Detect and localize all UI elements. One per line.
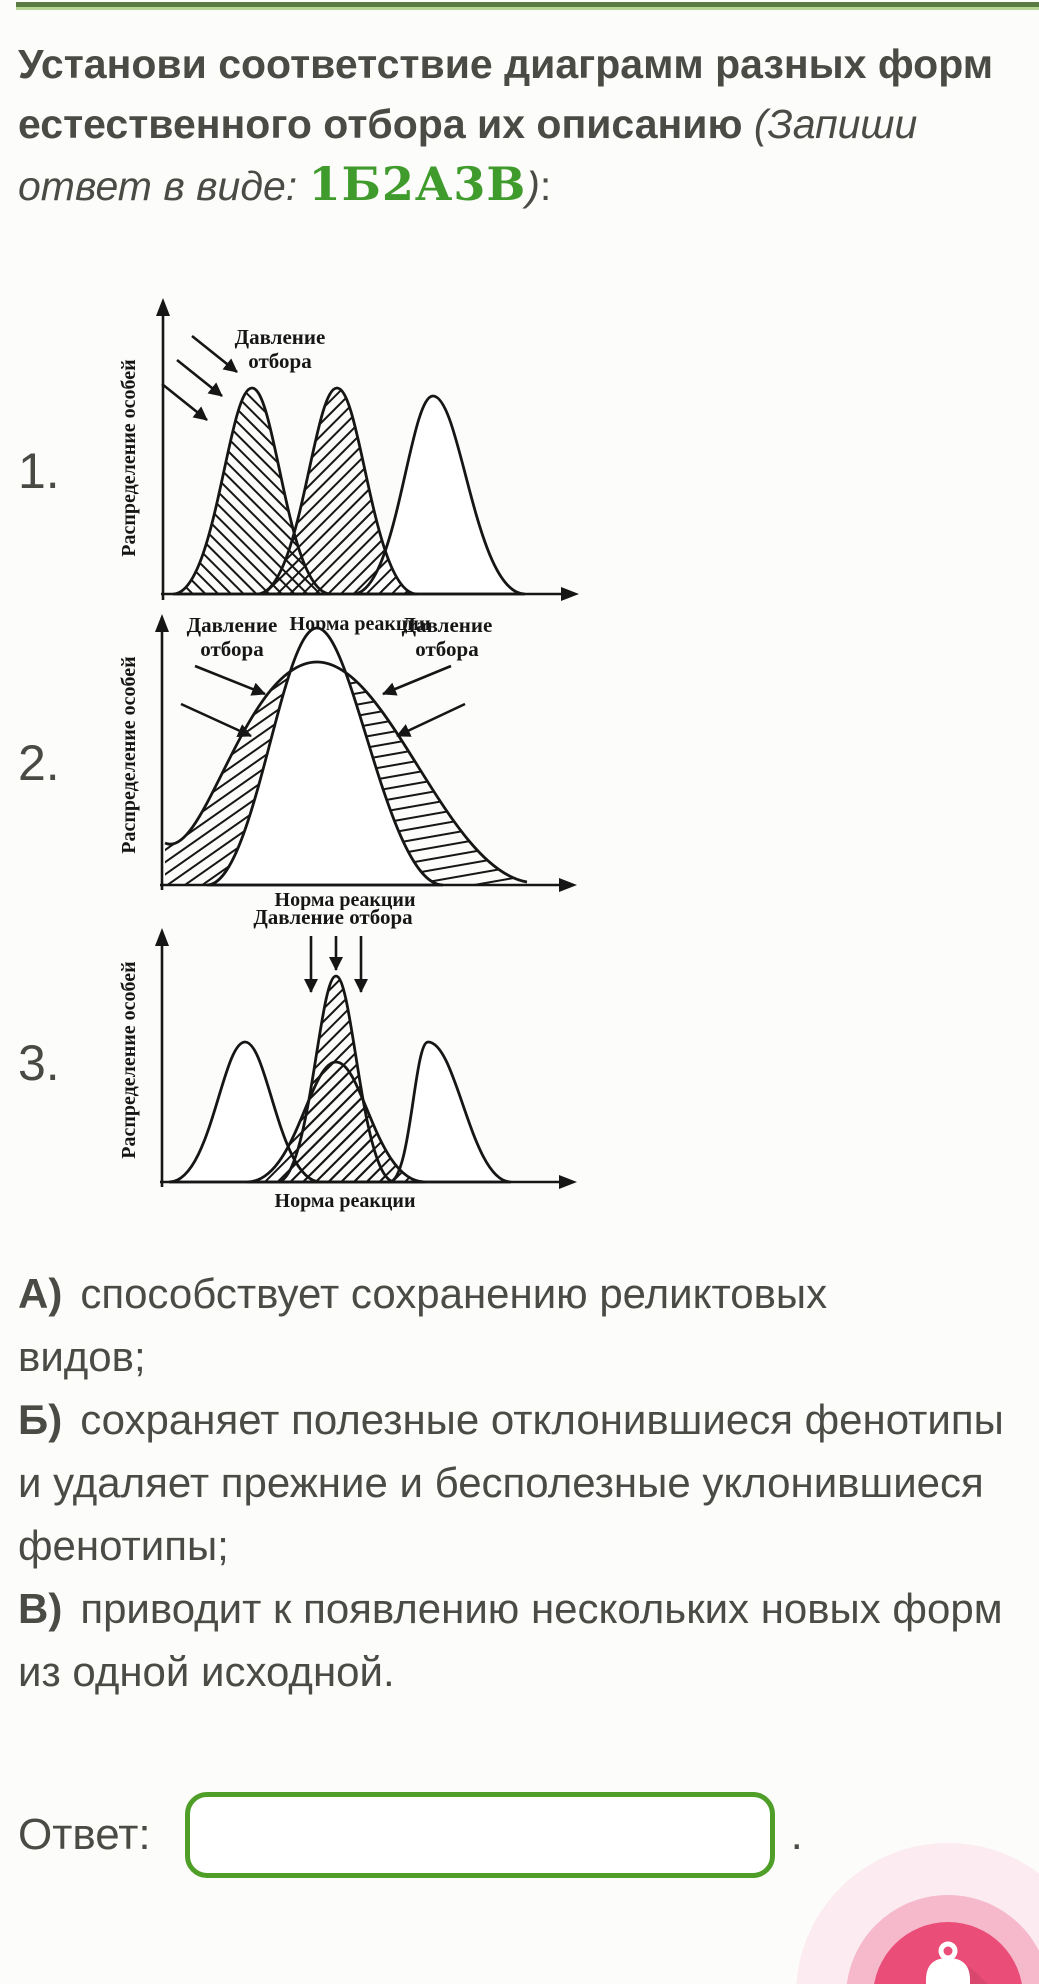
top-accent-bar-light — [16, 7, 1039, 10]
figure-1-x-axis-label: Норма реакции — [289, 613, 431, 635]
option-c-text: приводит к появлению нескольких новых форм из одной исходной. — [18, 1585, 1003, 1695]
answer-label: Ответ: — [18, 1810, 151, 1859]
option-b-letter: Б) — [18, 1396, 63, 1443]
figure-3-y-axis-label: Распределение особей — [118, 961, 140, 1159]
question-title-bold: Установи соответствие диаграмм разных форм естественного отбора их описанию — [18, 41, 994, 147]
option-c — [18, 1577, 1038, 1703]
option-c-letter: В) — [18, 1585, 63, 1632]
figure-2-plot — [118, 613, 577, 910]
answer-input[interactable] — [185, 1792, 775, 1878]
figure-2-pressure-right-line2: отбора — [415, 637, 479, 661]
figure-3-disruptive-selection — [95, 900, 580, 1220]
figure-3-number: 3. — [18, 1035, 60, 1091]
figure-3-plot — [118, 905, 577, 1212]
figure-2-pressure-left-line1: Давление — [186, 613, 278, 637]
option-a-letter: А) — [18, 1270, 63, 1317]
option-b — [18, 1388, 1038, 1577]
figure-3-x-axis-label: Норма реакции — [274, 1190, 416, 1212]
option-a — [18, 1262, 918, 1388]
option-a-text: способствует сохранению реликтовых видов; — [18, 1270, 828, 1380]
figure-2-pressure-left-line2: отбора — [200, 637, 264, 661]
answer-period: . — [790, 1810, 803, 1859]
figure-1-y-axis-label: Распределение особей — [118, 359, 140, 557]
question-title-colon: : — [539, 163, 552, 209]
answer-format-example: 1Б2А3В — [308, 157, 527, 211]
figure-1-plot — [118, 298, 579, 635]
figure-2-stabilizing-selection — [95, 600, 580, 910]
option-b-text: сохраняет полезные отклонившиеся фенотипы и удаляет прежние и бесполезные уклонившиеся фенотипы; — [18, 1396, 1004, 1569]
figure-2-y-axis-label: Распределение особей — [118, 656, 140, 854]
figure-2-x-axis-label: Норма реакции — [274, 889, 416, 910]
figure-1-pressure-label-line2: отбора — [248, 349, 312, 373]
options-list — [18, 1262, 1038, 1703]
question-title-paren-close: ) — [526, 163, 540, 209]
question-title — [18, 34, 1030, 216]
figure-2-number: 2. — [18, 735, 60, 791]
figure-1-number: 1. — [18, 443, 60, 499]
question-title-italic: (Запиши ответ в виде: — [18, 101, 918, 209]
answer-row — [18, 1792, 803, 1878]
figure-3-pressure-label: Давление отбора — [253, 905, 413, 929]
figure-1-pressure-label-line1: Давление — [234, 325, 326, 349]
figure-1-driving-selection — [95, 248, 580, 648]
figure-2-pressure-right-line1: Давление — [401, 613, 493, 637]
